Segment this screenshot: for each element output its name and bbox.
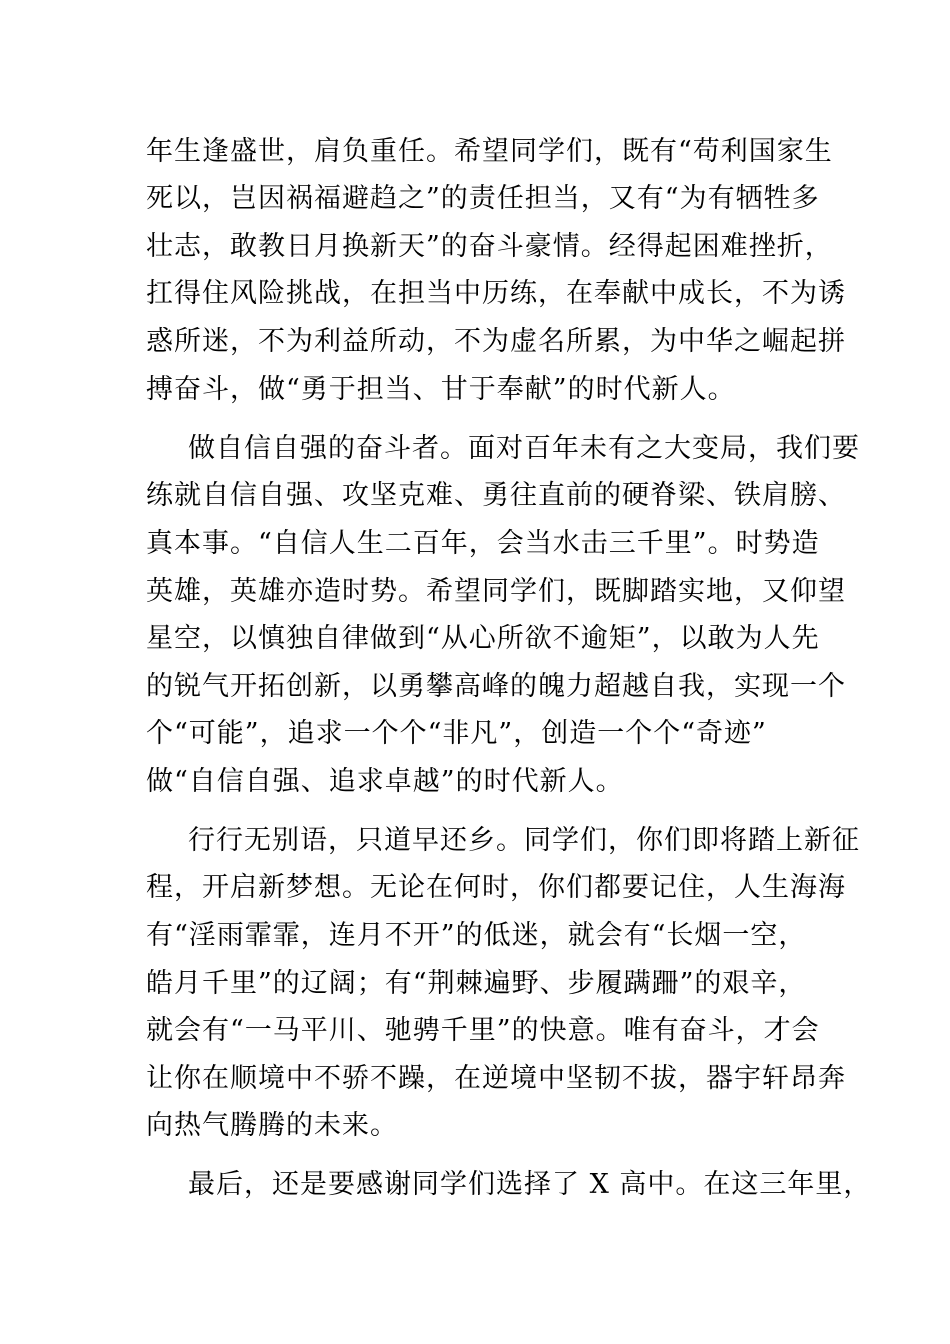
paragraph-first-line: 行行无别语，只道早还乡。同学们，你们即将踏上新征	[188, 825, 860, 856]
text-line: 皓月千里”的辽阔；有“荆棘遍野、步履蹒跚”的艰辛，	[146, 968, 807, 999]
text-line: 扛得住风险挑战，在担当中历练，在奉献中成长，不为诱	[146, 278, 846, 309]
text-line: 真本事。“自信人生二百年，会当水击三千里”。时势造	[146, 528, 820, 559]
text-line: 个“可能”，追求一个个“非凡”，创造一个个“奇迹”	[146, 718, 767, 749]
paragraph-first-line: 做自信自强的奋斗者。面对百年未有之大变局，我们要	[188, 433, 860, 464]
text-line: 壮志，敢教日月换新天”的奋斗豪情。经得起困难挫折，	[146, 231, 833, 262]
text-line: 星空，以慎独自律做到“从心所欲不逾矩”，以敢为人先	[146, 623, 820, 654]
text-line: 惑所迷，不为利益所动，不为虚名所累，为中华之崛起拼	[146, 326, 846, 357]
text-line: 就会有“一马平川、驰骋千里”的快意。唯有奋斗，才会	[146, 1015, 820, 1046]
paragraph-first-line: 最后，还是要感谢同学们选择了 X 高中。在这三年里，	[188, 1169, 872, 1200]
text-line: 程，开启新梦想。无论在何时，你们都要记住，人生海海	[146, 872, 846, 903]
text-line: 年生逢盛世，肩负重任。希望同学们，既有“苟利国家生	[146, 136, 833, 167]
text-line: 向热气腾腾的未来。	[146, 1110, 398, 1141]
text-line: 让你在顺境中不骄不躁，在逆境中坚韧不拔，器宇轩昂奔	[146, 1063, 846, 1094]
text-line: 有“淫雨霏霏，连月不开”的低迷，就会有“长烟一空，	[146, 920, 807, 951]
text-line: 搏奋斗，做“勇于担当、甘于奉献”的时代新人。	[146, 374, 736, 405]
text-line: 英雄，英雄亦造时势。希望同学们，既脚踏实地，又仰望	[146, 576, 846, 607]
text-line: 练就自信自强、攻坚克难、勇往直前的硬脊梁、铁肩膀、	[146, 480, 846, 511]
text-line: 做“自信自强、追求卓越”的时代新人。	[146, 766, 624, 797]
text-line: 的锐气开拓创新，以勇攀高峰的魄力超越自我，实现一个	[146, 671, 846, 702]
text-line: 死以，岂因祸福避趋之”的责任担当，又有“为有牺牲多	[146, 183, 820, 214]
